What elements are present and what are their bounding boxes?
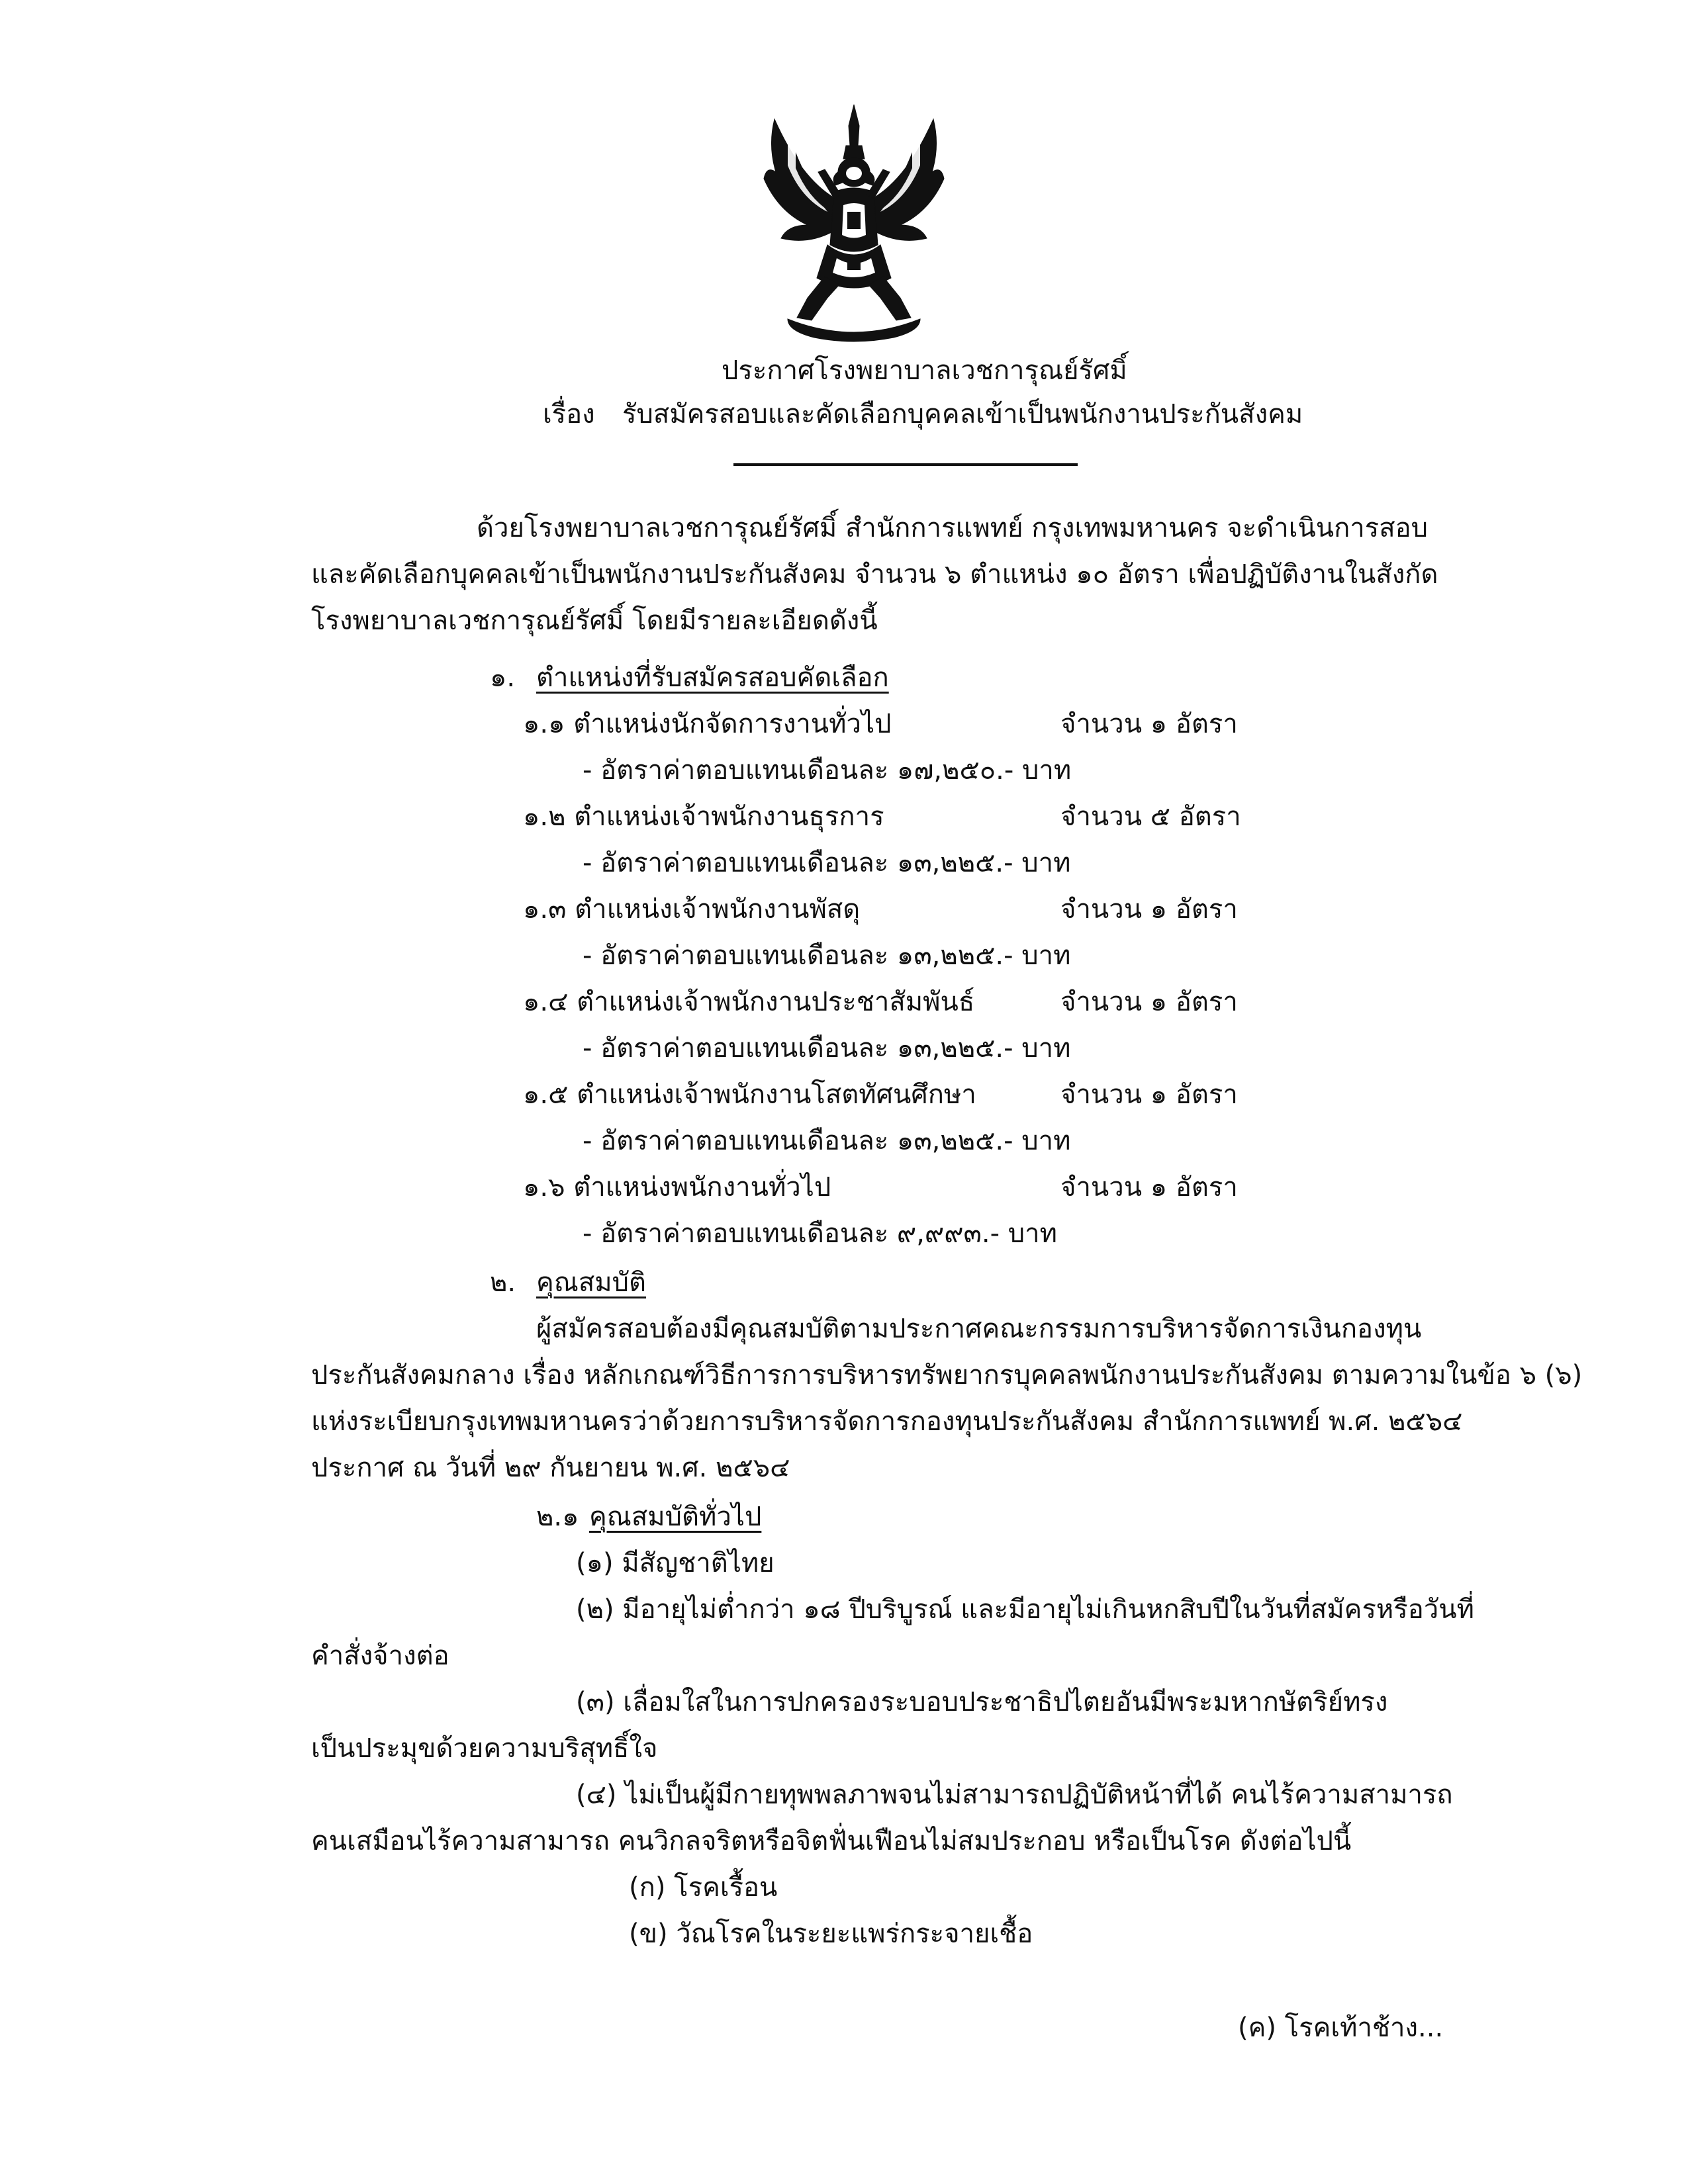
- position-count: จำนวน ๑ อัตรา: [1060, 894, 1238, 925]
- intro-line-3: โรงพยาบาลเวชการุณย์รัศมิ์ โดยมีรายละเอียดดังนี้: [311, 606, 878, 636]
- position-salary: - อัตราค่าตอบแทนเดือนละ ๑๗,๒๕๐.- บาท: [583, 755, 1072, 786]
- subsection-2-1-heading: คุณสมบัติทั่วไป: [589, 1502, 762, 1532]
- announcement-title: ประกาศโรงพยาบาลเวชการุณย์รัศมิ์: [722, 355, 1127, 386]
- header-divider: [733, 463, 1078, 466]
- disease-item-a: (ก) โรคเรื้อน: [629, 1872, 778, 1903]
- qualification-para-line-4: ประกาศ ณ วันที่ ๒๙ กันยายน พ.ศ. ๒๕๖๔: [311, 1453, 790, 1483]
- position-salary: - อัตราค่าตอบแทนเดือนละ ๑๓,๒๒๕.- บาท: [583, 1033, 1071, 1064]
- qualification-item-3-line-1: (๓) เลื่อมใสในการปกครองระบอบประชาธิปไตยอันมีพระมหากษัตริย์ทรง: [576, 1687, 1388, 1717]
- disease-item-b: (ข) วัณโรคในระยะแพร่กระจายเชื้อ: [629, 1919, 1033, 1949]
- subject-text: รับสมัครสอบและคัดเลือกบุคคลเข้าเป็นพนักงานประกันสังคม: [622, 399, 1303, 430]
- section-1-number: ๑.: [490, 662, 516, 693]
- qualification-item-4-line-2: คนเสมือนไร้ความสามารถ คนวิกลจริตหรือจิตฟั่นเฟือนไม่สมประกอบ หรือเป็นโรค ดังต่อไปนี้: [311, 1826, 1352, 1856]
- position-count: จำนวน ๑ อัตรา: [1060, 1079, 1238, 1110]
- position-count: จำนวน ๑ อัตรา: [1060, 709, 1238, 739]
- position-salary: - อัตราค่าตอบแทนเดือนละ ๑๓,๒๒๕.- บาท: [583, 940, 1071, 971]
- qualification-item-4-line-1: (๔) ไม่เป็นผู้มีกายทุพพลภาพจนไม่สามารถปฏิบัติหน้าที่ได้ คนไร้ความสามารถ: [576, 1780, 1453, 1810]
- subsection-2-1-number: ๒.๑: [536, 1502, 579, 1532]
- qualification-item-3-line-2: เป็นประมุขด้วยความบริสุทธิ์ใจ: [311, 1733, 658, 1764]
- position-count: จำนวน ๑ อัตรา: [1060, 987, 1238, 1017]
- intro-line-1: ด้วยโรงพยาบาลเวชการุณย์รัศมิ์ สำนักการแพทย์ กรุงเทพมหานคร จะดำเนินการสอบ: [477, 513, 1429, 543]
- qualification-item-1: (๑) มีสัญชาติไทย: [576, 1548, 774, 1578]
- position-title: ๑.๔ ตำแหน่งเจ้าพนักงานประชาสัมพันธ์: [523, 987, 975, 1017]
- position-salary: - อัตราค่าตอบแทนเดือนละ ๑๓,๒๒๕.- บาท: [583, 848, 1071, 878]
- qualification-para-line-2: ประกันสังคมกลาง เรื่อง หลักเกณฑ์วิธีการการบริหารทรัพยากรบุคคลพนักงานประกันสังคม ตามความในข้อ ๖ (๖): [311, 1360, 1583, 1390]
- section-2-heading: คุณสมบัติ: [536, 1267, 647, 1298]
- position-salary: - อัตราค่าตอบแทนเดือนละ ๙,๙๙๓.- บาท: [583, 1218, 1057, 1249]
- qualification-item-2-line-2: คำสั่งจ้างต่อ: [311, 1641, 449, 1671]
- qualification-para-line-1: ผู้สมัครสอบต้องมีคุณสมบัติตามประกาศคณะกรรมการบริหารจัดการเงินกองทุน: [536, 1314, 1422, 1344]
- position-count: จำนวน ๕ อัตรา: [1060, 801, 1241, 832]
- section-1-heading: ตำแหน่งที่รับสมัครสอบคัดเลือก: [536, 662, 889, 693]
- position-title: ๑.๖ ตำแหน่งพนักงานทั่วไป: [523, 1172, 831, 1203]
- qualification-item-2-line-1: (๒) มีอายุไม่ต่ำกว่า ๑๘ ปีบริบูรณ์ และมีอายุไม่เกินหกสิบปีในวันที่สมัครหรือวันที่: [576, 1594, 1474, 1625]
- position-title: ๑.๕ ตำแหน่งเจ้าพนักงานโสตทัศนศึกษา: [523, 1079, 976, 1110]
- garuda-emblem-icon: [761, 99, 947, 344]
- position-title: ๑.๓ ตำแหน่งเจ้าพนักงานพัสดุ: [523, 894, 861, 925]
- subject-label: เรื่อง: [543, 399, 595, 430]
- position-title: ๑.๑ ตำแหน่งนักจัดการงานทั่วไป: [523, 709, 892, 739]
- position-salary: - อัตราค่าตอบแทนเดือนละ ๑๓,๒๒๕.- บาท: [583, 1126, 1071, 1156]
- intro-line-2: และคัดเลือกบุคคลเข้าเป็นพนักงานประกันสังคม จำนวน ๖ ตำแหน่ง ๑๐ อัตรา เพื่อปฏิบัติงานในสังกัด: [311, 559, 1438, 590]
- qualification-para-line-3: แห่งระเบียบกรุงเทพมหานครว่าด้วยการบริหารจัดการกองทุนประกันสังคม สำนักการแพทย์ พ.ศ. ๒๕๖๔: [311, 1406, 1463, 1437]
- section-2-number: ๒.: [490, 1267, 516, 1298]
- page-continuation: (ค) โรคเท้าช้าง...: [1238, 2013, 1444, 2043]
- position-title: ๑.๒ ตำแหน่งเจ้าพนักงานธุรการ: [523, 801, 884, 832]
- position-count: จำนวน ๑ อัตรา: [1060, 1172, 1238, 1203]
